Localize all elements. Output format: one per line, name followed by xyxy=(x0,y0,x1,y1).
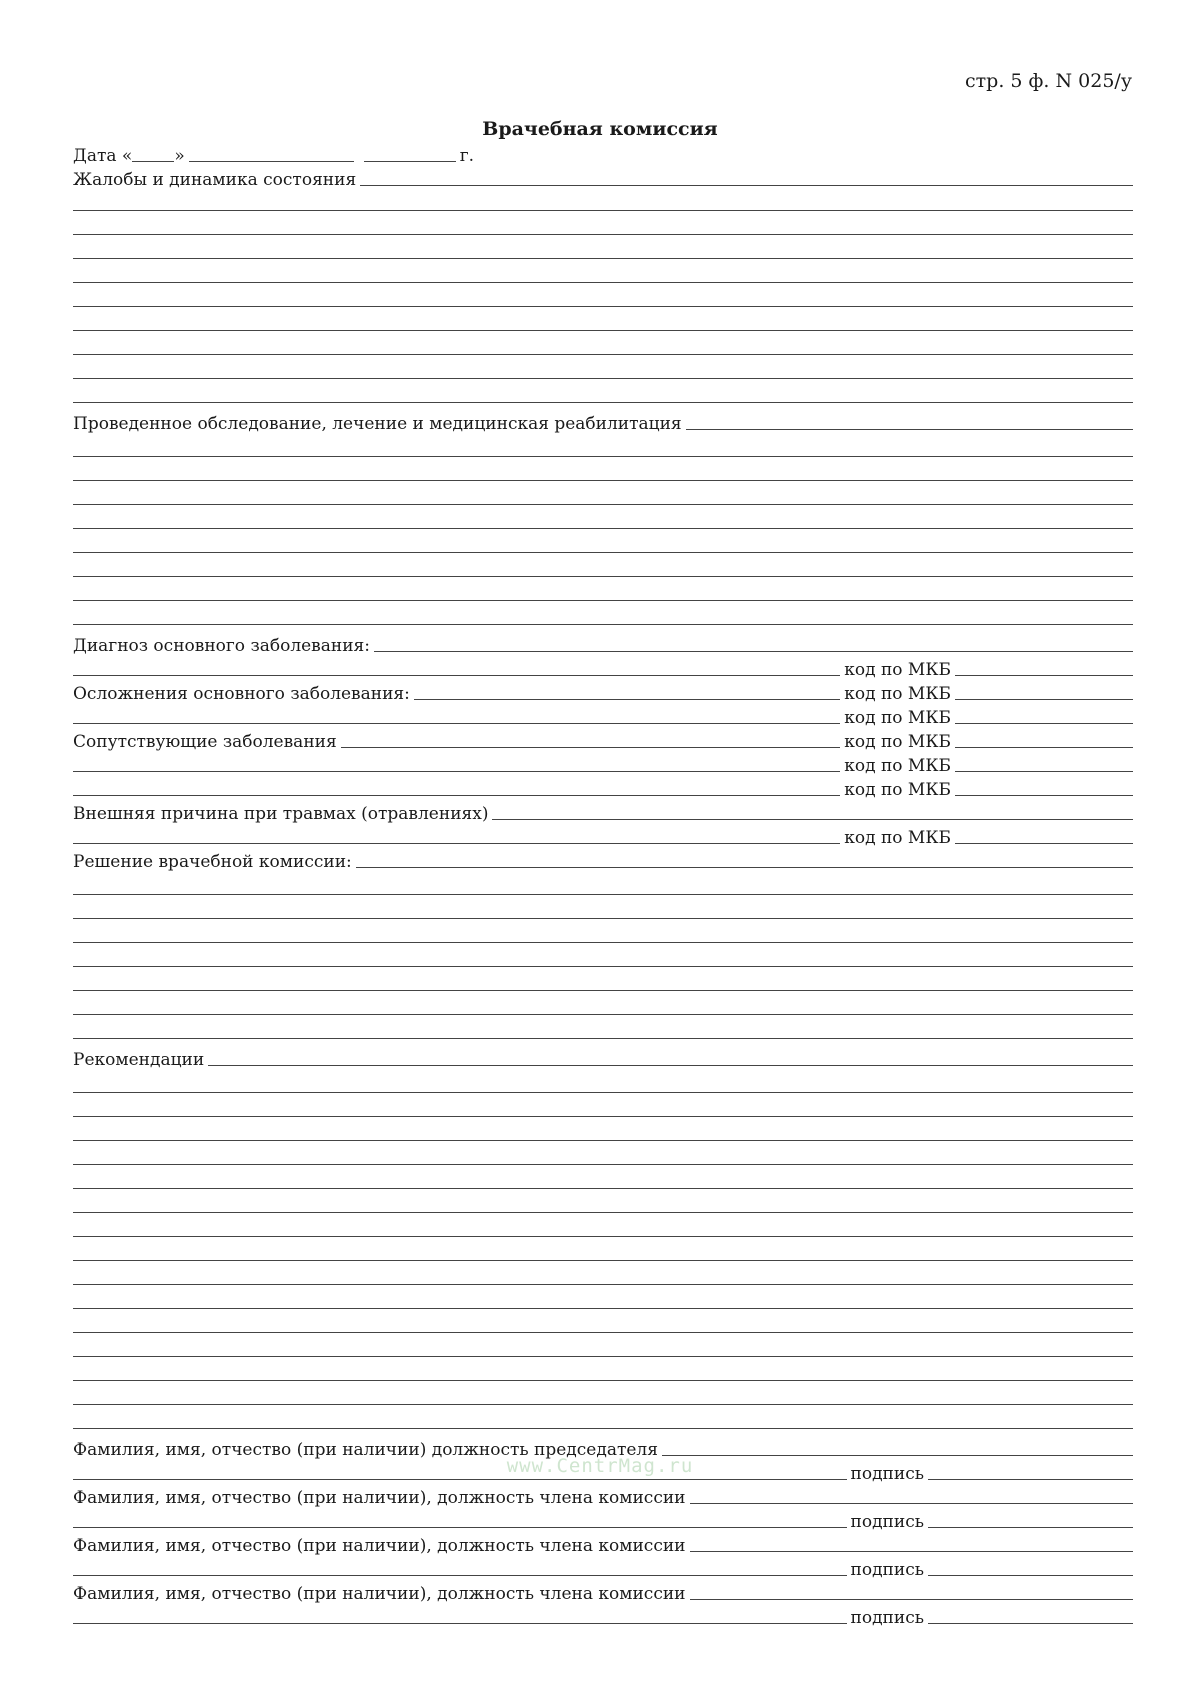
signature-field[interactable] xyxy=(928,1527,1133,1528)
concomitant-icd-row xyxy=(73,776,1133,800)
signature-field[interactable] xyxy=(928,1479,1133,1480)
icd-label: код по МКБ xyxy=(844,756,951,776)
signature-field[interactable] xyxy=(928,1575,1133,1576)
recommendations-field[interactable] xyxy=(208,1065,1133,1066)
external-cause-icd-row xyxy=(73,824,1133,848)
complaints-line[interactable] xyxy=(73,234,1133,235)
decision-line[interactable] xyxy=(73,990,1133,991)
icd-label: код по МКБ xyxy=(844,684,951,704)
complaints-line[interactable] xyxy=(73,330,1133,331)
decision-row xyxy=(73,848,1133,872)
concomitant-field-continued[interactable] xyxy=(73,795,840,796)
external-cause-label: Внешняя причина при травмах (отравлениях) xyxy=(73,804,489,824)
date-mid-label: » xyxy=(174,146,185,166)
external-cause-row xyxy=(73,800,1133,824)
examination-row xyxy=(73,410,1133,434)
examination-line[interactable] xyxy=(73,528,1133,529)
complaints-field[interactable] xyxy=(360,185,1133,186)
icd-code-field[interactable] xyxy=(955,675,1133,676)
recommendations-label: Рекомендации xyxy=(73,1050,205,1070)
examination-line[interactable] xyxy=(73,624,1133,625)
main-diagnosis-field-continued[interactable] xyxy=(73,675,840,676)
examination-line[interactable] xyxy=(73,600,1133,601)
examination-line[interactable] xyxy=(73,552,1133,553)
complaints-line[interactable] xyxy=(73,306,1133,307)
complications-field-continued[interactable] xyxy=(73,723,840,724)
member-name-field[interactable] xyxy=(690,1551,1133,1552)
complaints-line[interactable] xyxy=(73,402,1133,403)
page-title: Врачебная комиссия xyxy=(482,118,718,140)
member-signature-row xyxy=(73,1508,1133,1532)
external-cause-field[interactable] xyxy=(492,819,1133,820)
icd-code-field[interactable] xyxy=(955,747,1133,748)
decision-line[interactable] xyxy=(73,1038,1133,1039)
signature-label: подпись xyxy=(850,1608,924,1628)
member-name-field[interactable] xyxy=(690,1599,1133,1600)
recommendations-line[interactable] xyxy=(73,1380,1133,1381)
signature-field[interactable] xyxy=(928,1623,1133,1624)
member-name-field-continued[interactable] xyxy=(73,1623,847,1624)
examination-line[interactable] xyxy=(73,480,1133,481)
icd-code-field[interactable] xyxy=(955,723,1133,724)
decision-field[interactable] xyxy=(356,867,1133,868)
examination-label: Проведенное обследование, лечение и медицинская реабилитация xyxy=(73,414,682,434)
date-month-field[interactable] xyxy=(189,161,354,162)
recommendations-line[interactable] xyxy=(73,1260,1133,1261)
recommendations-row xyxy=(73,1046,1133,1070)
complications-icd-row xyxy=(73,704,1133,728)
complications-field[interactable] xyxy=(414,699,840,700)
recommendations-line[interactable] xyxy=(73,1404,1133,1405)
date-row xyxy=(73,142,1133,166)
member-name-field-continued[interactable] xyxy=(73,1527,847,1528)
member-label: Фамилия, имя, отчество (при наличии), должность члена комиссии xyxy=(73,1584,686,1604)
signature-label: подпись xyxy=(850,1464,924,1484)
member-signature-row xyxy=(73,1604,1133,1628)
concomitant-label: Сопутствующие заболевания xyxy=(73,732,337,752)
main-diagnosis-row xyxy=(73,632,1133,656)
decision-line[interactable] xyxy=(73,1014,1133,1015)
complaints-label: Жалобы и динамика состояния xyxy=(73,170,357,190)
complications-row xyxy=(73,680,1133,704)
date-year-suffix: г. xyxy=(459,146,475,166)
recommendations-line[interactable] xyxy=(73,1212,1133,1213)
recommendations-line[interactable] xyxy=(73,1332,1133,1333)
icd-code-field[interactable] xyxy=(955,699,1133,700)
concomitant-field[interactable] xyxy=(341,747,841,748)
member-name-field[interactable] xyxy=(690,1503,1133,1504)
examination-field[interactable] xyxy=(686,429,1133,430)
complaints-line[interactable] xyxy=(73,354,1133,355)
icd-label: код по МКБ xyxy=(844,660,951,680)
decision-line[interactable] xyxy=(73,942,1133,943)
member-row xyxy=(73,1484,1133,1508)
examination-line[interactable] xyxy=(73,456,1133,457)
date-label: Дата « xyxy=(73,146,133,166)
watermark: www.CentrMag.ru xyxy=(506,1455,694,1477)
member-row xyxy=(73,1580,1133,1604)
decision-line[interactable] xyxy=(73,966,1133,967)
recommendations-line[interactable] xyxy=(73,1116,1133,1117)
recommendations-line[interactable] xyxy=(73,1356,1133,1357)
icd-label: код по МКБ xyxy=(844,828,951,848)
complaints-line[interactable] xyxy=(73,210,1133,211)
concomitant-field-continued[interactable] xyxy=(73,771,840,772)
concomitant-row xyxy=(73,728,1133,752)
examination-line[interactable] xyxy=(73,504,1133,505)
icd-label: код по МКБ xyxy=(844,780,951,800)
date-year-field[interactable] xyxy=(364,161,456,162)
examination-line[interactable] xyxy=(73,576,1133,577)
recommendations-line[interactable] xyxy=(73,1236,1133,1237)
decision-label: Решение врачебной комиссии: xyxy=(73,852,352,872)
main-diagnosis-icd-row xyxy=(73,656,1133,680)
recommendations-line[interactable] xyxy=(73,1140,1133,1141)
member-label: Фамилия, имя, отчество (при наличии), должность члена комиссии xyxy=(73,1536,686,1556)
recommendations-line[interactable] xyxy=(73,1188,1133,1189)
member-label: Фамилия, имя, отчество (при наличии), должность члена комиссии xyxy=(73,1488,686,1508)
date-day-field[interactable] xyxy=(132,161,174,162)
recommendations-line[interactable] xyxy=(73,1164,1133,1165)
recommendations-line[interactable] xyxy=(73,1284,1133,1285)
recommendations-line[interactable] xyxy=(73,1308,1133,1309)
icd-code-field[interactable] xyxy=(955,795,1133,796)
recommendations-line[interactable] xyxy=(73,1092,1133,1093)
complaints-line[interactable] xyxy=(73,258,1133,259)
form-reference: стр. 5 ф. N 025/у xyxy=(965,70,1132,92)
recommendations-line[interactable] xyxy=(73,1428,1133,1429)
decision-line[interactable] xyxy=(73,918,1133,919)
icd-code-field[interactable] xyxy=(955,843,1133,844)
complaints-line[interactable] xyxy=(73,378,1133,379)
chairman-name-field-continued[interactable] xyxy=(73,1479,847,1480)
icd-label: код по МКБ xyxy=(844,732,951,752)
member-name-field-continued[interactable] xyxy=(73,1575,847,1576)
member-row xyxy=(73,1532,1133,1556)
icd-code-field[interactable] xyxy=(955,771,1133,772)
signature-label: подпись xyxy=(850,1560,924,1580)
decision-line[interactable] xyxy=(73,894,1133,895)
concomitant-icd-row xyxy=(73,752,1133,776)
external-cause-field-continued[interactable] xyxy=(73,843,840,844)
chairman-label: Фамилия, имя, отчество (при наличии) должность председателя xyxy=(73,1440,658,1460)
complications-label: Осложнения основного заболевания: xyxy=(73,684,410,704)
main-diagnosis-field[interactable] xyxy=(374,651,1133,652)
main-diagnosis-label: Диагноз основного заболевания: xyxy=(73,636,370,656)
complaints-row xyxy=(73,166,1133,190)
icd-label: код по МКБ xyxy=(844,708,951,728)
signature-label: подпись xyxy=(850,1512,924,1532)
member-signature-row xyxy=(73,1556,1133,1580)
complaints-line[interactable] xyxy=(73,282,1133,283)
